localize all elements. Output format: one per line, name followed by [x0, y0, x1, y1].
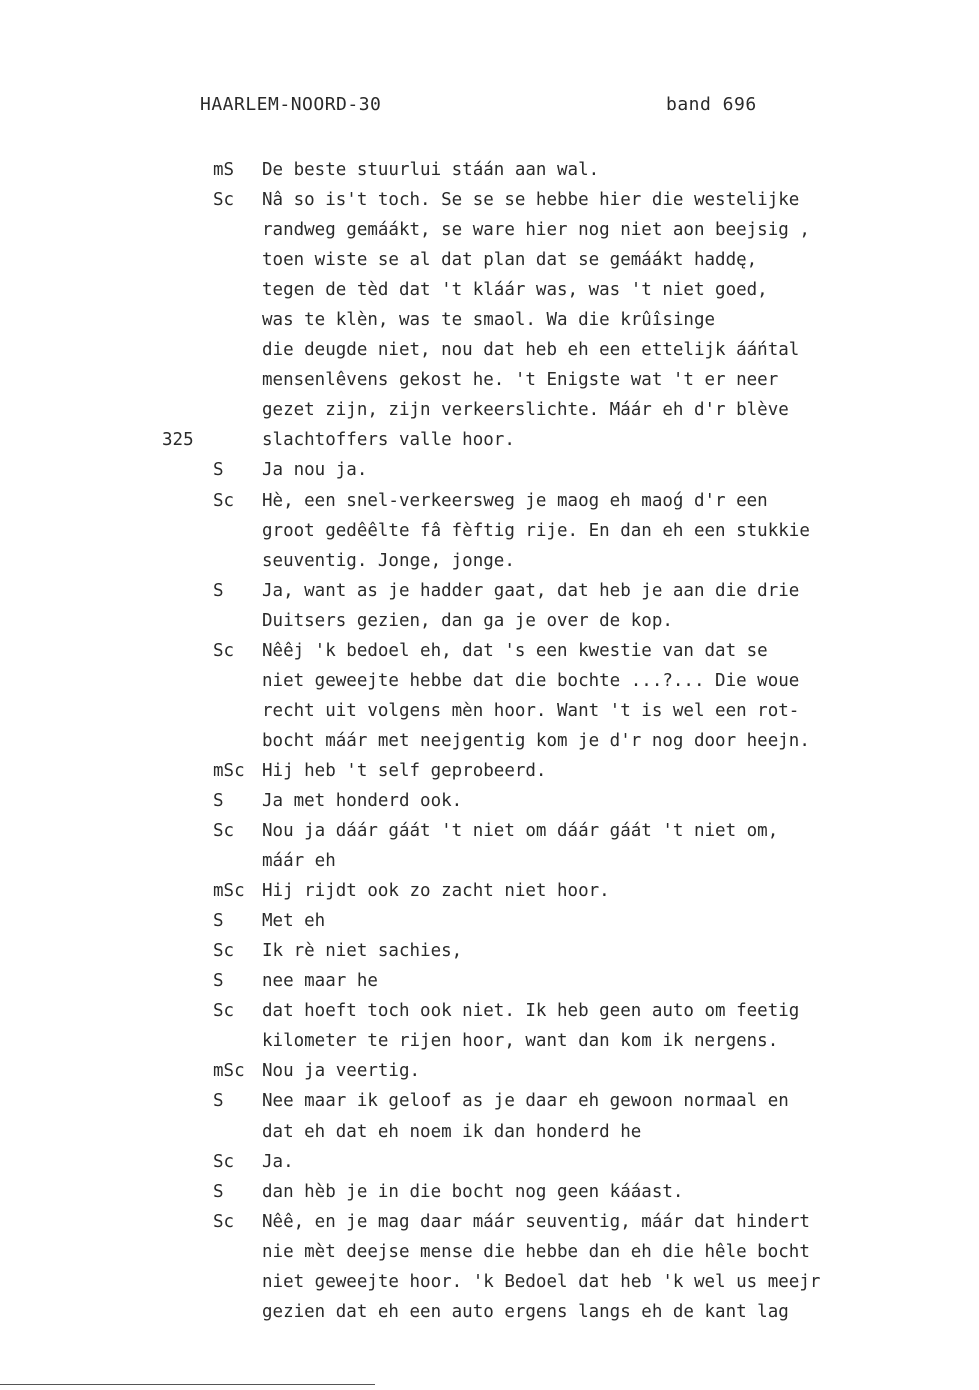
transcript-line	[0, 1026, 979, 1056]
speaker-label: S	[213, 911, 224, 932]
utterance-text: tegen de tèd dat 't kláár was, was 't niet goed,	[262, 280, 768, 301]
transcript-line	[0, 1237, 979, 1267]
transcript-line	[0, 996, 979, 1026]
transcript-line	[0, 425, 979, 455]
transcript-line	[0, 245, 979, 275]
speaker-label: Sc	[213, 1001, 235, 1022]
utterance-text: die deugde niet, nou dat heb eh een ettelijk ááńtal	[262, 340, 800, 361]
transcript-line	[0, 876, 979, 906]
speaker-label: mS	[213, 160, 235, 180]
utterance-text: niet geweejte hebbe dat die bochte ...?... Die woue	[262, 670, 800, 691]
transcript-line	[0, 215, 979, 245]
transcript-line	[0, 906, 979, 936]
footer-rule	[0, 1384, 375, 1385]
transcript-line	[0, 726, 979, 756]
utterance-text: Nêêj 'k bedoel eh, dat 's een kwestie van dat se	[262, 640, 768, 661]
utterance-text: nee maar he	[262, 971, 378, 992]
transcript-line	[0, 606, 979, 636]
utterance-text: Hij rijdt ook zo zacht niet hoor.	[262, 881, 610, 902]
utterance-text: gezet zijn, zijn verkeerslichte. Máár eh d'r blève	[262, 400, 789, 421]
transcript-line	[0, 155, 979, 185]
transcript-line	[0, 365, 979, 395]
transcript-line	[0, 1117, 979, 1147]
transcript-line	[0, 966, 979, 996]
utterance-text: Nou ja dáár gáát 't niet om dáár gáát 't niet om,	[262, 821, 779, 842]
line-number: 325	[162, 430, 194, 451]
utterance-text: recht uit volgens mèn hoor. Want 't is wel een rot-	[262, 700, 800, 721]
transcript-line	[0, 846, 979, 876]
transcript-line	[0, 786, 979, 816]
transcript-line	[0, 185, 979, 215]
transcript-line	[0, 395, 979, 425]
utterance-text: gezien dat eh een auto ergens langs eh de kant lag	[262, 1301, 789, 1322]
transcript	[0, 155, 979, 1327]
transcript-line	[0, 546, 979, 576]
transcript-line	[0, 1056, 979, 1086]
utterance-text: De beste stuurlui stáán aan wal.	[262, 160, 600, 180]
transcript-line	[0, 696, 979, 726]
speaker-label: S	[213, 1181, 224, 1202]
transcript-line	[0, 1267, 979, 1297]
utterance-text: slachtoffers valle hoor.	[262, 430, 515, 451]
utterance-text: mensenlêvens gekost he. 't Enigste wat 't er neer	[262, 370, 779, 391]
utterance-text: toen wiste se al dat plan dat se gemáákt haddę,	[262, 250, 758, 271]
utterance-text: dat eh dat eh noem ik dan honderd he	[262, 1121, 642, 1142]
utterance-text: Ik rè niet sachies,	[262, 941, 463, 962]
speaker-label: mSc	[213, 1061, 245, 1082]
utterance-text: nie mèt deejse mense die hebbe dan eh die hêle bocht	[262, 1241, 810, 1262]
transcript-line	[0, 275, 979, 305]
transcript-line	[0, 936, 979, 966]
utterance-text: Ja met honderd ook.	[262, 790, 463, 811]
speaker-label: mSc	[213, 760, 245, 781]
utterance-text: was te klèn, was te smaol. Wa die krûîsinge	[262, 310, 716, 331]
document-title: HAARLEM-NOORD-30	[200, 94, 382, 115]
transcript-line	[0, 335, 979, 365]
speaker-label: Sc	[213, 490, 235, 511]
speaker-label: S	[213, 580, 224, 601]
utterance-text: Nêê, en je mag daar máár seuventig, máár dat hindert	[262, 1211, 810, 1232]
utterance-text: Met eh	[262, 911, 326, 932]
transcript-line	[0, 1177, 979, 1207]
utterance-text: seuventig. Jonge, jonge.	[262, 550, 515, 571]
speaker-label: S	[213, 971, 224, 992]
speaker-label: S	[213, 1091, 224, 1112]
utterance-text: niet geweejte hoor. 'k Bedoel dat heb 'k wel us meejr	[262, 1271, 821, 1292]
transcript-line	[0, 516, 979, 546]
utterance-text: kilometer te rijen hoor, want dan kom ik nergens.	[262, 1031, 779, 1052]
band-number: band 696	[666, 94, 757, 115]
transcript-line	[0, 576, 979, 606]
transcript-line	[0, 756, 979, 786]
speaker-label: mSc	[213, 881, 245, 902]
utterance-text: Hè, een snel-verkeersweg je maog eh maoǵ d'r een	[262, 490, 768, 511]
transcript-line	[0, 305, 979, 335]
transcript-line	[0, 455, 979, 485]
transcript-line	[0, 1147, 979, 1177]
utterance-text: Nee maar ik geloof as je daar eh gewoon normaal en	[262, 1091, 789, 1112]
utterance-text: dan hèb je in die bocht nog geen kááast.	[262, 1181, 684, 1202]
speaker-label: Sc	[213, 640, 235, 661]
speaker-label: Sc	[213, 1211, 235, 1232]
utterance-text: máár eh	[262, 851, 336, 872]
utterance-text: bocht máár met neejgentig kom je d'r nog door heejn.	[262, 730, 810, 751]
speaker-label: Sc	[213, 941, 235, 962]
utterance-text: groot gedêêlte fâ fèftig rije. En dan eh een stukkie	[262, 520, 810, 541]
utterance-text: Nou ja veertig.	[262, 1061, 421, 1082]
transcript-line	[0, 1297, 979, 1327]
speaker-label: Sc	[213, 190, 235, 211]
speaker-label: S	[213, 460, 224, 481]
transcript-line	[0, 636, 979, 666]
utterance-text: Ja nou ja.	[262, 460, 368, 481]
utterance-text: Duitsers gezien, dan ga je over de kop.	[262, 610, 673, 631]
speaker-label: Sc	[213, 821, 235, 842]
transcript-line	[0, 486, 979, 516]
transcript-line	[0, 816, 979, 846]
utterance-text: Ja.	[262, 1151, 294, 1172]
utterance-text: dat hoeft toch ook niet. Ik heb geen auto om feetig	[262, 1001, 800, 1022]
transcript-line	[0, 666, 979, 696]
speaker-label: S	[213, 790, 224, 811]
utterance-text: Hij heb 't self geprobeerd.	[262, 760, 547, 781]
utterance-text: Nâ so is't toch. Se se se hebbe hier die westelijke	[262, 190, 800, 211]
utterance-text: randweg gemáákt, se ware hier nog niet aon beejsig ,	[262, 220, 810, 241]
transcript-line	[0, 1086, 979, 1116]
transcript-line	[0, 1207, 979, 1237]
speaker-label: Sc	[213, 1151, 235, 1172]
utterance-text: Ja, want as je hadder gaat, dat heb je aan die drie	[262, 580, 800, 601]
